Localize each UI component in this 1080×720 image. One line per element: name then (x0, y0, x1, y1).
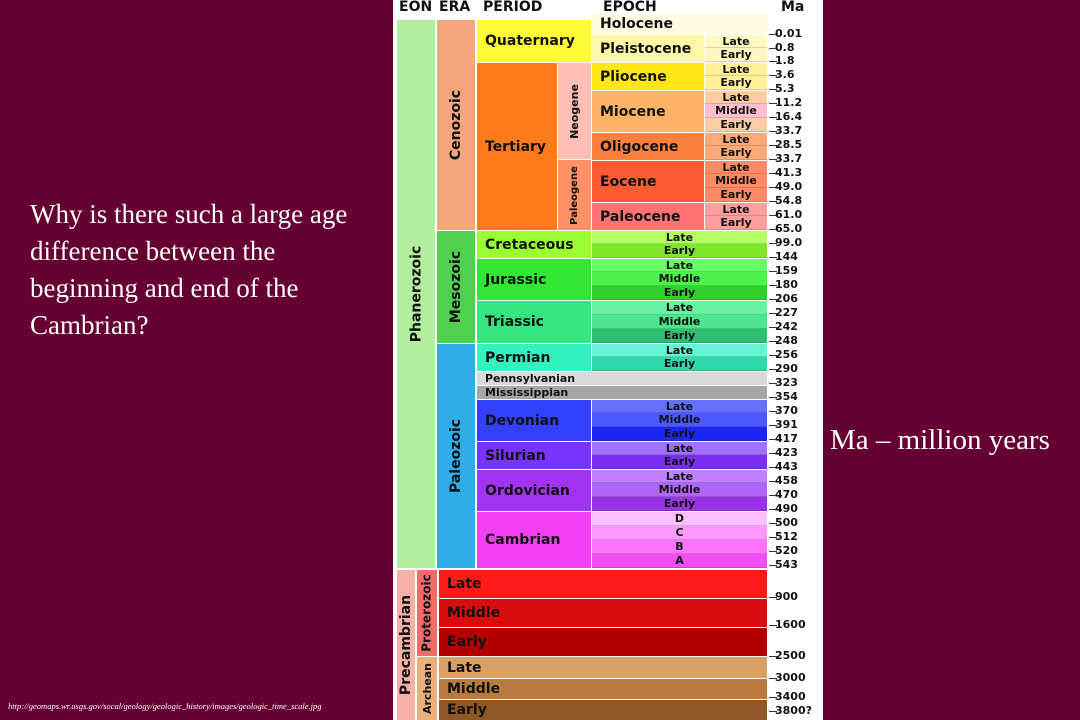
era-archean (417, 657, 437, 720)
miocene-early: Early (705, 118, 767, 132)
ma-value-label: 490 (775, 502, 798, 515)
ma-value-label: 417 (775, 432, 798, 445)
ma-value-label: 370 (775, 404, 798, 417)
ma-value-label: 159 (775, 264, 798, 277)
era-paleozoic-label: Paleozoic (448, 418, 465, 494)
oligocene-late: Late (705, 133, 767, 146)
period-ordovician: Ordovician (477, 470, 591, 511)
ma-value-label: 3400 (775, 690, 806, 703)
cretaceous-late: Late (592, 231, 767, 244)
period-paleogene-label: Paleogene (569, 165, 581, 225)
period-devonian: Devonian (477, 400, 591, 441)
ma-value-label: 391 (775, 418, 798, 431)
proterozoic-late: Late (439, 570, 767, 598)
archean-early: Early (439, 700, 767, 720)
ma-value-label: 33.7 (775, 152, 803, 165)
period-permian: Permian (477, 344, 591, 371)
permian-late: Late (592, 344, 767, 357)
paleocene-subdivisions (705, 203, 767, 230)
ma-value-label: 2500 (775, 649, 806, 662)
era-archean-label: Archean (420, 662, 434, 715)
header-epoch: EPOCH (603, 0, 657, 14)
ma-value-label: 0.8 (775, 41, 795, 54)
ma-value-label: 900 (775, 590, 798, 603)
ma-scale (769, 14, 823, 720)
ma-value-label: 1.8 (775, 54, 795, 67)
eon-phanerozoic-label: Phanerozoic (408, 245, 424, 343)
paleocene-late: Late (705, 203, 767, 216)
triassic-middle: Middle (592, 315, 767, 329)
pleistocene-late: Late (705, 35, 767, 48)
ma-value-label: 49.0 (775, 180, 803, 193)
ma-value-label: 470 (775, 488, 798, 501)
paleocene-early: Early (705, 216, 767, 230)
pliocene-late: Late (705, 63, 767, 76)
cambrian-subdivisions (592, 512, 767, 568)
eon-precambrian (397, 570, 415, 720)
eocene-middle: Middle (705, 174, 767, 188)
period-cretaceous: Cretaceous (477, 231, 591, 258)
ma-value-label: 520 (775, 544, 798, 557)
period-neogene-label: Neogene (568, 83, 582, 139)
cambrian-a: A (592, 554, 767, 568)
header-era: ERA (439, 0, 471, 14)
era-proterozoic (417, 570, 437, 656)
silurian-subdivisions (592, 442, 767, 469)
ma-value-label: 443 (775, 460, 798, 473)
ma-value-label: 1600 (775, 618, 806, 631)
ma-value-label: 206 (775, 292, 798, 305)
ma-value-label: 99.0 (775, 236, 803, 249)
cretaceous-early: Early (592, 244, 767, 258)
epoch-pleistocene: Pleistocene (592, 35, 704, 62)
miocene-late: Late (705, 91, 767, 104)
period-triassic: Triassic (477, 301, 591, 343)
eocene-subdivisions (705, 161, 767, 202)
miocene-subdivisions (705, 91, 767, 132)
ma-value-label: 227 (775, 306, 798, 319)
devonian-subdivisions (592, 400, 767, 441)
proterozoic-middle: Middle (439, 599, 767, 627)
cambrian-d: D (592, 512, 767, 526)
ma-value-label: 3800? (775, 704, 812, 717)
header-eon: EON (399, 0, 433, 14)
devonian-late: Late (592, 400, 767, 413)
ma-value-label: 500 (775, 516, 798, 529)
era-cenozoic-label: Cenozoic (448, 89, 464, 161)
triassic-early: Early (592, 329, 767, 343)
period-pennsylvanian: Pennsylvanian (477, 372, 767, 385)
header-ma: Ma (781, 0, 805, 14)
ma-value-label: 16.4 (775, 110, 803, 123)
epoch-paleocene: Paleocene (592, 203, 704, 230)
permian-subdivisions (592, 344, 767, 371)
period-tertiary: Tertiary (477, 63, 557, 230)
oligocene-early: Early (705, 146, 767, 160)
pleistocene-subdivisions (705, 35, 767, 62)
eon-phanerozoic (397, 20, 435, 568)
question-text: Why is there such a large age difference between the beginning and end of the Cambrian? (30, 199, 348, 340)
ma-value-label: 290 (775, 362, 798, 375)
ma-value-label: 323 (775, 376, 798, 389)
eocene-early: Early (705, 188, 767, 202)
ma-value-label: 28.5 (775, 138, 803, 151)
pliocene-subdivisions (705, 63, 767, 90)
ma-value-label: 180 (775, 278, 798, 291)
period-silurian: Silurian (477, 442, 591, 469)
period-neogene (558, 63, 591, 159)
ma-value-label: 512 (775, 530, 798, 543)
era-mesozoic (437, 231, 475, 343)
geologic-time-scale-chart (393, 0, 823, 720)
ma-value-label: 3.6 (775, 68, 795, 81)
jurassic-subdivisions (592, 259, 767, 300)
jurassic-late: Late (592, 259, 767, 272)
ma-value-label: 54.8 (775, 194, 803, 207)
era-mesozoic-label: Mesozoic (448, 250, 464, 324)
eocene-late: Late (705, 161, 767, 174)
ordovician-early: Early (592, 497, 767, 511)
header-period: PERIOD (483, 0, 543, 14)
ordovician-subdivisions (592, 470, 767, 511)
oligocene-subdivisions (705, 133, 767, 160)
cretaceous-subdivisions (592, 231, 767, 258)
period-cambrian: Cambrian (477, 512, 591, 568)
source-url: http://geomaps.wr.usgs.gov/socal/geology/geologic_history/images/geologic_time_scale.jpg (8, 701, 322, 711)
pliocene-early: Early (705, 76, 767, 90)
era-paleozoic (437, 344, 475, 568)
proterozoic-early: Early (439, 628, 767, 656)
cambrian-c: C (592, 526, 767, 540)
ma-value-label: 543 (775, 558, 798, 571)
cambrian-b: B (592, 540, 767, 554)
ma-value-label: 3000 (775, 671, 806, 684)
jurassic-early: Early (592, 286, 767, 300)
ma-value-label: 248 (775, 334, 798, 347)
ordovician-late: Late (592, 470, 767, 483)
devonian-middle: Middle (592, 413, 767, 427)
triassic-late: Late (592, 301, 767, 315)
era-proterozoic-label: Proterozoic (420, 574, 435, 652)
ma-value-label: 65.0 (775, 222, 803, 235)
jurassic-middle: Middle (592, 272, 767, 286)
ma-value-label: 33.7 (775, 124, 803, 137)
ma-value-label: 354 (775, 390, 798, 403)
pleistocene-early: Early (705, 48, 767, 62)
ma-value-label: 61.0 (775, 208, 803, 221)
period-mississippian: Mississippian (477, 386, 767, 399)
ma-value-label: 242 (775, 320, 798, 333)
period-jurassic: Jurassic (477, 259, 591, 300)
ma-value-label: 458 (775, 474, 798, 487)
eon-precambrian-label: Precambrian (398, 594, 415, 696)
ordovician-middle: Middle (592, 483, 767, 497)
miocene-middle: Middle (705, 104, 767, 118)
epoch-holocene: Holocene (592, 14, 767, 34)
silurian-late: Late (592, 442, 767, 455)
ma-value-label: 11.2 (775, 96, 803, 109)
ma-value-label: 41.3 (775, 166, 803, 179)
era-cenozoic (437, 20, 475, 230)
epoch-eocene: Eocene (592, 161, 704, 202)
triassic-subdivisions (592, 301, 767, 343)
ma-value-label: 144 (775, 250, 798, 263)
ma-definition: Ma – million years (830, 424, 1050, 456)
archean-middle: Middle (439, 679, 767, 699)
ma-value-label: 256 (775, 348, 798, 361)
silurian-early: Early (592, 455, 767, 469)
archean-late: Late (439, 657, 767, 678)
epoch-pliocene: Pliocene (592, 63, 704, 90)
epoch-miocene: Miocene (592, 91, 704, 132)
period-quaternary: Quaternary (477, 20, 591, 62)
ma-value-label: 423 (775, 446, 798, 459)
devonian-early: Early (592, 427, 767, 441)
epoch-oligocene: Oligocene (592, 133, 704, 160)
ma-value-label: 0.01 (775, 27, 803, 40)
ma-value-label: 5.3 (775, 82, 795, 95)
period-paleogene (558, 160, 591, 230)
permian-early: Early (592, 357, 767, 371)
